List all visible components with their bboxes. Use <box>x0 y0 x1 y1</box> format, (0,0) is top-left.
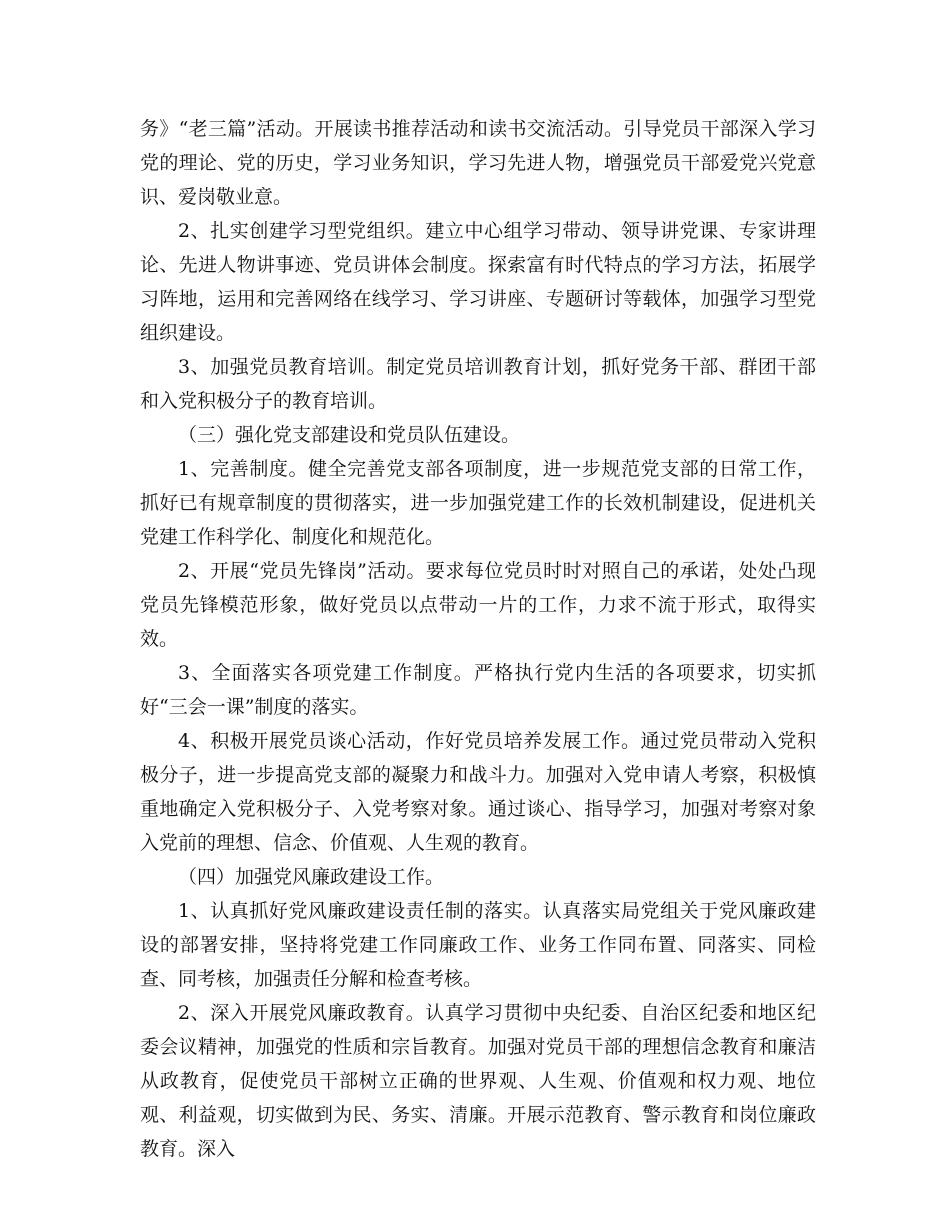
paragraph-pioneer-post: 2、开展“党员先锋岗”活动。要求每位党员时时对照自己的承诺，处处凸现党员先锋模范形象，做好党员以点带动一片的工作，力求不流于形式，取得实效。 <box>140 560 816 650</box>
paragraph-implement-systems: 3、全面落实各项党建工作制度。严格执行党内生活的各项要求，切实抓好“三会一课”制度的落实。 <box>140 662 816 718</box>
paragraph-improve-system: 1、完善制度。健全完善党支部各项制度，进一步规范党支部的日常工作，抓好已有规章制度的贯彻落实，进一步加强党建工作的长效机制建设，促进机关党建工作科学化、制度化和规范化。 <box>140 458 816 548</box>
paragraph-continued-reading-activities: 务》“老三篇”活动。开展读书推荐活动和读书交流活动。引导党员干部深入学习党的理论、党的历史，学习业务知识，学习先进人物，增强党员干部爱党兴党意识、爱岗敬业意。 <box>140 118 816 208</box>
paragraph-education-training: 3、加强党员教育培训。制定党员培训教育计划，抓好党务干部、群团干部和入党积极分子的教育培训。 <box>140 356 816 412</box>
paragraph-integrity-education: 2、深入开展党风廉政教育。认真学习贯彻中央纪委、自治区纪委和地区纪委会议精神，加强党的性质和宗旨教育。加强对党员干部的理想信念教育和廉洁从政教育，促使党员干部树立正确的世界观、人生观、价值观和权力观、地位观、利益观，切实做到为民、务实、清廉。开展示范教育、警示教育和岗位廉政教育。深入 <box>140 1002 816 1160</box>
paragraph-learning-party-organization: 2、扎实创建学习型党组织。建立中心组学习带动、领导讲党课、专家讲理论、先进人物讲事迹、党员讲体会制度。探索富有时代特点的学习方法，拓展学习阵地，运用和完善网络在线学习、学习讲座、专题研讨等载体，加强学习型党组织建设。 <box>140 220 816 344</box>
paragraph-responsibility-system: 1、认真抓好党风廉政建设责任制的落实。认真落实局党组关于党风廉政建设的部署安排，坚持将党建工作同廉政工作、业务工作同布置、同落实、同检查、同考核，加强责任分解和检查考核。 <box>140 900 816 990</box>
section-heading-4: （四）加强党风廉政建设工作。 <box>178 866 445 888</box>
section-heading-3: （三）强化党支部建设和党员队伍建设。 <box>178 424 521 446</box>
paragraph-heart-to-heart-talks: 4、积极开展党员谈心活动，作好党员培养发展工作。通过党员带动入党积极分子，进一步提高党支部的凝聚力和战斗力。加强对入党申请人考察，积极慎重地确定入党积极分子、入党考察对象。通过谈心、指导学习，加强对考察对象入党前的理想、信念、价值观、人生观的教育。 <box>140 730 816 854</box>
document-page <box>140 112 816 1166</box>
